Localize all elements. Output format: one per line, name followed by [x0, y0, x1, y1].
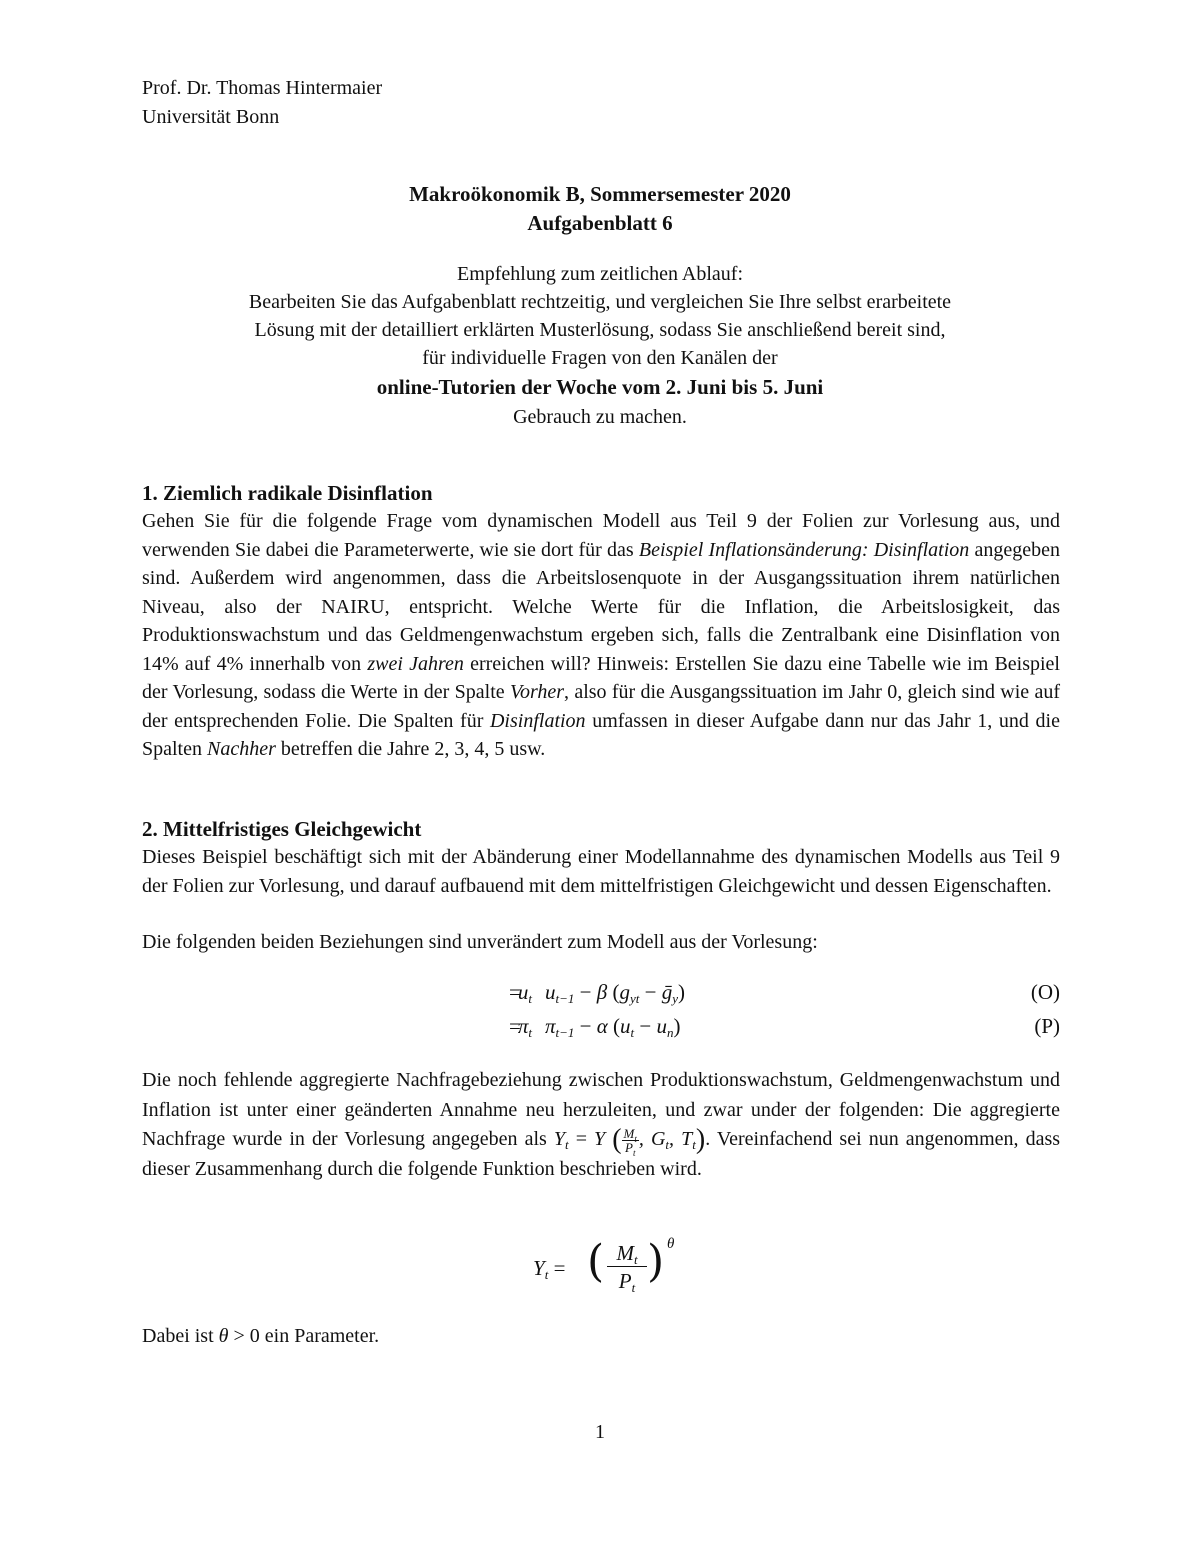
text-run: Dabei ist [142, 1325, 219, 1347]
section-2-paragraph-1 [142, 843, 1060, 900]
text-run: , also für die Ausgangssituation im Jahr 0, gleich sind wie auf der entsprechenden Folie. Die Spalten für [142, 681, 1061, 732]
equation-o: $u_t$ = $u_{t-1} - \beta$ ($g_{yt}$ − ḡ$_y$) (O) [509, 980, 1060, 1006]
emphasis-run: Vorher [509, 681, 565, 703]
document-title: Makroökonomik B, Sommersemester 2020 [409, 182, 791, 206]
recommendation-line: Lösung mit der detailliert erklärten Musterlösung, sodass Sie anschließend bereit sind, [254, 319, 946, 341]
emphasis-run: Disinflation [489, 709, 586, 732]
section-2-heading: 2. Mittelfristiges Gleichgewicht [142, 817, 422, 841]
section-2-paragraph-2: Die folgenden beiden Beziehungen sind unverändert zum Modell aus der Vorlesung: [142, 931, 818, 953]
recommendation-line: Gebrauch zu machen. [513, 406, 687, 428]
text-run: betreffen die Jahre 2, 3, 4, 5 usw. [275, 738, 546, 760]
recommendation-line: Bearbeiten Sie das Aufgabenblatt rechtzeitig, und vergleichen Sie Ihre selbst erarbeitete [248, 291, 952, 313]
recommendation-line: für individuelle Fragen von den Kanälen der [422, 347, 778, 369]
section-2-paragraph-3 [142, 1066, 1060, 1184]
section-2-paragraph-4 [142, 1322, 379, 1351]
equation-tag: (P) [1034, 1014, 1060, 1038]
display-formula: $Y_t$ = ( $M_t$ $P_t$ ) θ [533, 1236, 675, 1295]
tutorial-dates: online-Tutorien der Woche vom 2. Juni bis 5. Juni [376, 375, 824, 399]
author-line: Prof. Dr. Thomas Hintermaier [142, 77, 383, 99]
text-run: Gehen Sie für die folgende Frage vom dynamischen Modell aus Teil 9 der Folien zur Vorlesung aus, und verwenden Sie dabei die Parameterwerte, wie sie dort für das [142, 510, 1060, 561]
section-1-paragraph [142, 507, 1060, 764]
inline-formula: θ > 0 [218, 1325, 260, 1347]
text-run: . Vereinfachend sei nun angenommen, dass dieser Zusammenhang durch die folgende Funktion beschrieben wird. [142, 1128, 1061, 1180]
university-line: Universität Bonn [142, 106, 280, 128]
page-number: 1 [595, 1421, 605, 1443]
section-1-heading: 1. Ziemlich radikale Disinflation [142, 481, 433, 505]
equation-p: $\pi_t$ = $\pi_{t-1} - \alpha$ $(u_t - u_n)$ (P) [509, 1014, 1060, 1040]
text-run: angegeben sind. Außerdem wird angenommen, dass die Arbeitslosenquote in der Ausgangssituation ihrem natürlichen Niveau, also der NAIRU, entspricht. Welche Werte für die Inflation, die Arbeitslosigkeit, das Produktionswachstum und das Geldmengenwachstum ergeben sich, falls die Zentralbank eine Disinflation von 14% auf 4% innerhalb von [142, 538, 1060, 675]
inline-formula: $Y_t = Y$ ( $\frac{M_t}{P_t}$ , $G_t$, $T_t$) [553, 1124, 706, 1158]
text-run: umfassen in dieser Aufgabe dann nur das Jahr 1, und die Spalten [142, 709, 1060, 760]
document-subtitle: Aufgabenblatt 6 [527, 211, 673, 235]
emphasis-run: Nachher [207, 738, 276, 760]
text-run: ein Parameter. [259, 1325, 380, 1347]
emphasis-run: Beispiel Inflationsänderung: Disinflation [638, 538, 970, 561]
text-run: Die noch fehlende aggregierte Nachfragebeziehung zwischen Produktionswachstum, Geldmengenwachstum und Inflation ist unter einer geänderten Annahme neu herzuleiten, und zwar under der folgenden: Die aggregierte Nachfrage wurde in der Vorlesung angegeben als [142, 1069, 1060, 1150]
emphasis-run: zwei Jahren [367, 652, 464, 675]
equation-tag: (O) [1030, 980, 1060, 1004]
text-run: erreichen will? Hinweis: Erstellen Sie dazu eine Tabelle wie im Beispiel der Vorlesung, sodass die Werte in der Spalte [142, 652, 1060, 703]
text-run: Dieses Beispiel beschäftigt sich mit der Abänderung einer Modellannahme des dynamischen Modells aus Teil 9 der Folien zur Vorlesung, und darauf aufbauend mit dem mittelfristigen Gleichgewicht und dessen Eigenschaften. [142, 846, 1060, 897]
recommendation-heading: Empfehlung zum zeitlichen Ablauf: [456, 263, 744, 285]
